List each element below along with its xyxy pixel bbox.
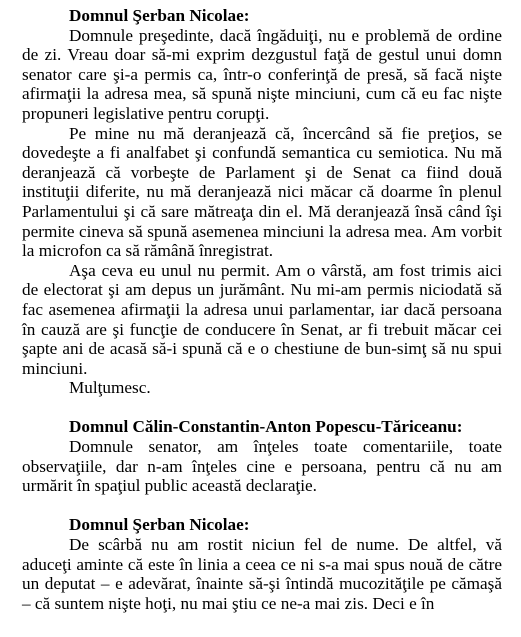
speech-block-3 xyxy=(22,515,502,613)
speech-paragraph: Aşa ceva eu unul nu permit. Am o vârstă, am fost trimis aici de electorat şi am depus un jurământ. Nu mi-am permis niciodată să fac asemenea afirmaţii la adresa unui parlamentar, iar dacă persoana în cauză are şi funcţie de conducere în Senat, ar fi trebuit măcar cei şapte ani de acasă să-i spună că e o chestiune de bun-simţ să nu spui minciuni. xyxy=(22,260,502,378)
transcript-page xyxy=(22,6,502,613)
speech-block-1 xyxy=(22,6,502,398)
speech-block-2 xyxy=(22,417,502,495)
speaker-name: Domnul Şerban Nicolae: xyxy=(69,6,250,25)
speech-paragraph: Domnule senator, am înţeles toate comentariile, toate observaţiile, dar n-am înţeles cine e persoana, pentru că nu am urmărit în spaţiul public această declaraţie. xyxy=(22,437,502,496)
speaker-name: Domnul Călin-Constantin-Anton Popescu-Tăriceanu: xyxy=(69,417,463,437)
speech-paragraph: Pe mine nu mă deranjează că, încercând să fie preţios, se dovedeşte a fi analfabet şi confundă semantica cu semiotica. Nu mă deranjează că vorbeşte de Parlament şi de Senat ca fiind două instituţii diferite, nu mă deranjează nici măcar că doarme în plenul Parlamentului şi că sare mătreaţa din el. Mă deranjează însă când îşi permite cineva să spună asemenea minciuni la adresa mea. Am vorbit la microfon ca să rămână înregistrat. xyxy=(22,123,502,261)
speech-paragraph: De scârbă nu am rostit niciun fel de nume. De altfel, vă aduceţi aminte că este în linia a ceea ce ni s-a mai spus nouă de către un deputat – e adevărat, înainte să-şi întindă mucozităţile pe cămaşă – că suntem nişte hoţi, nu mai ştiu ce ne-a mai zis. Deci e în xyxy=(22,535,502,613)
speech-paragraph: Mulţumesc. xyxy=(69,378,151,398)
speaker-name: Domnul Şerban Nicolae: xyxy=(69,515,250,535)
speech-paragraph: Domnule preşedinte, dacă îngăduiţi, nu e problemă de ordine de zi. Vreau doar să-mi exprim dezgustul faţă de gestul unui domn senator care şi-a permis ca, într-o conferinţă de presă, să facă nişte afirmaţii la adresa mea, să spună nişte minciuni, cum că eu fac nişte propuneri legislative pentru corupţi. xyxy=(22,25,502,123)
